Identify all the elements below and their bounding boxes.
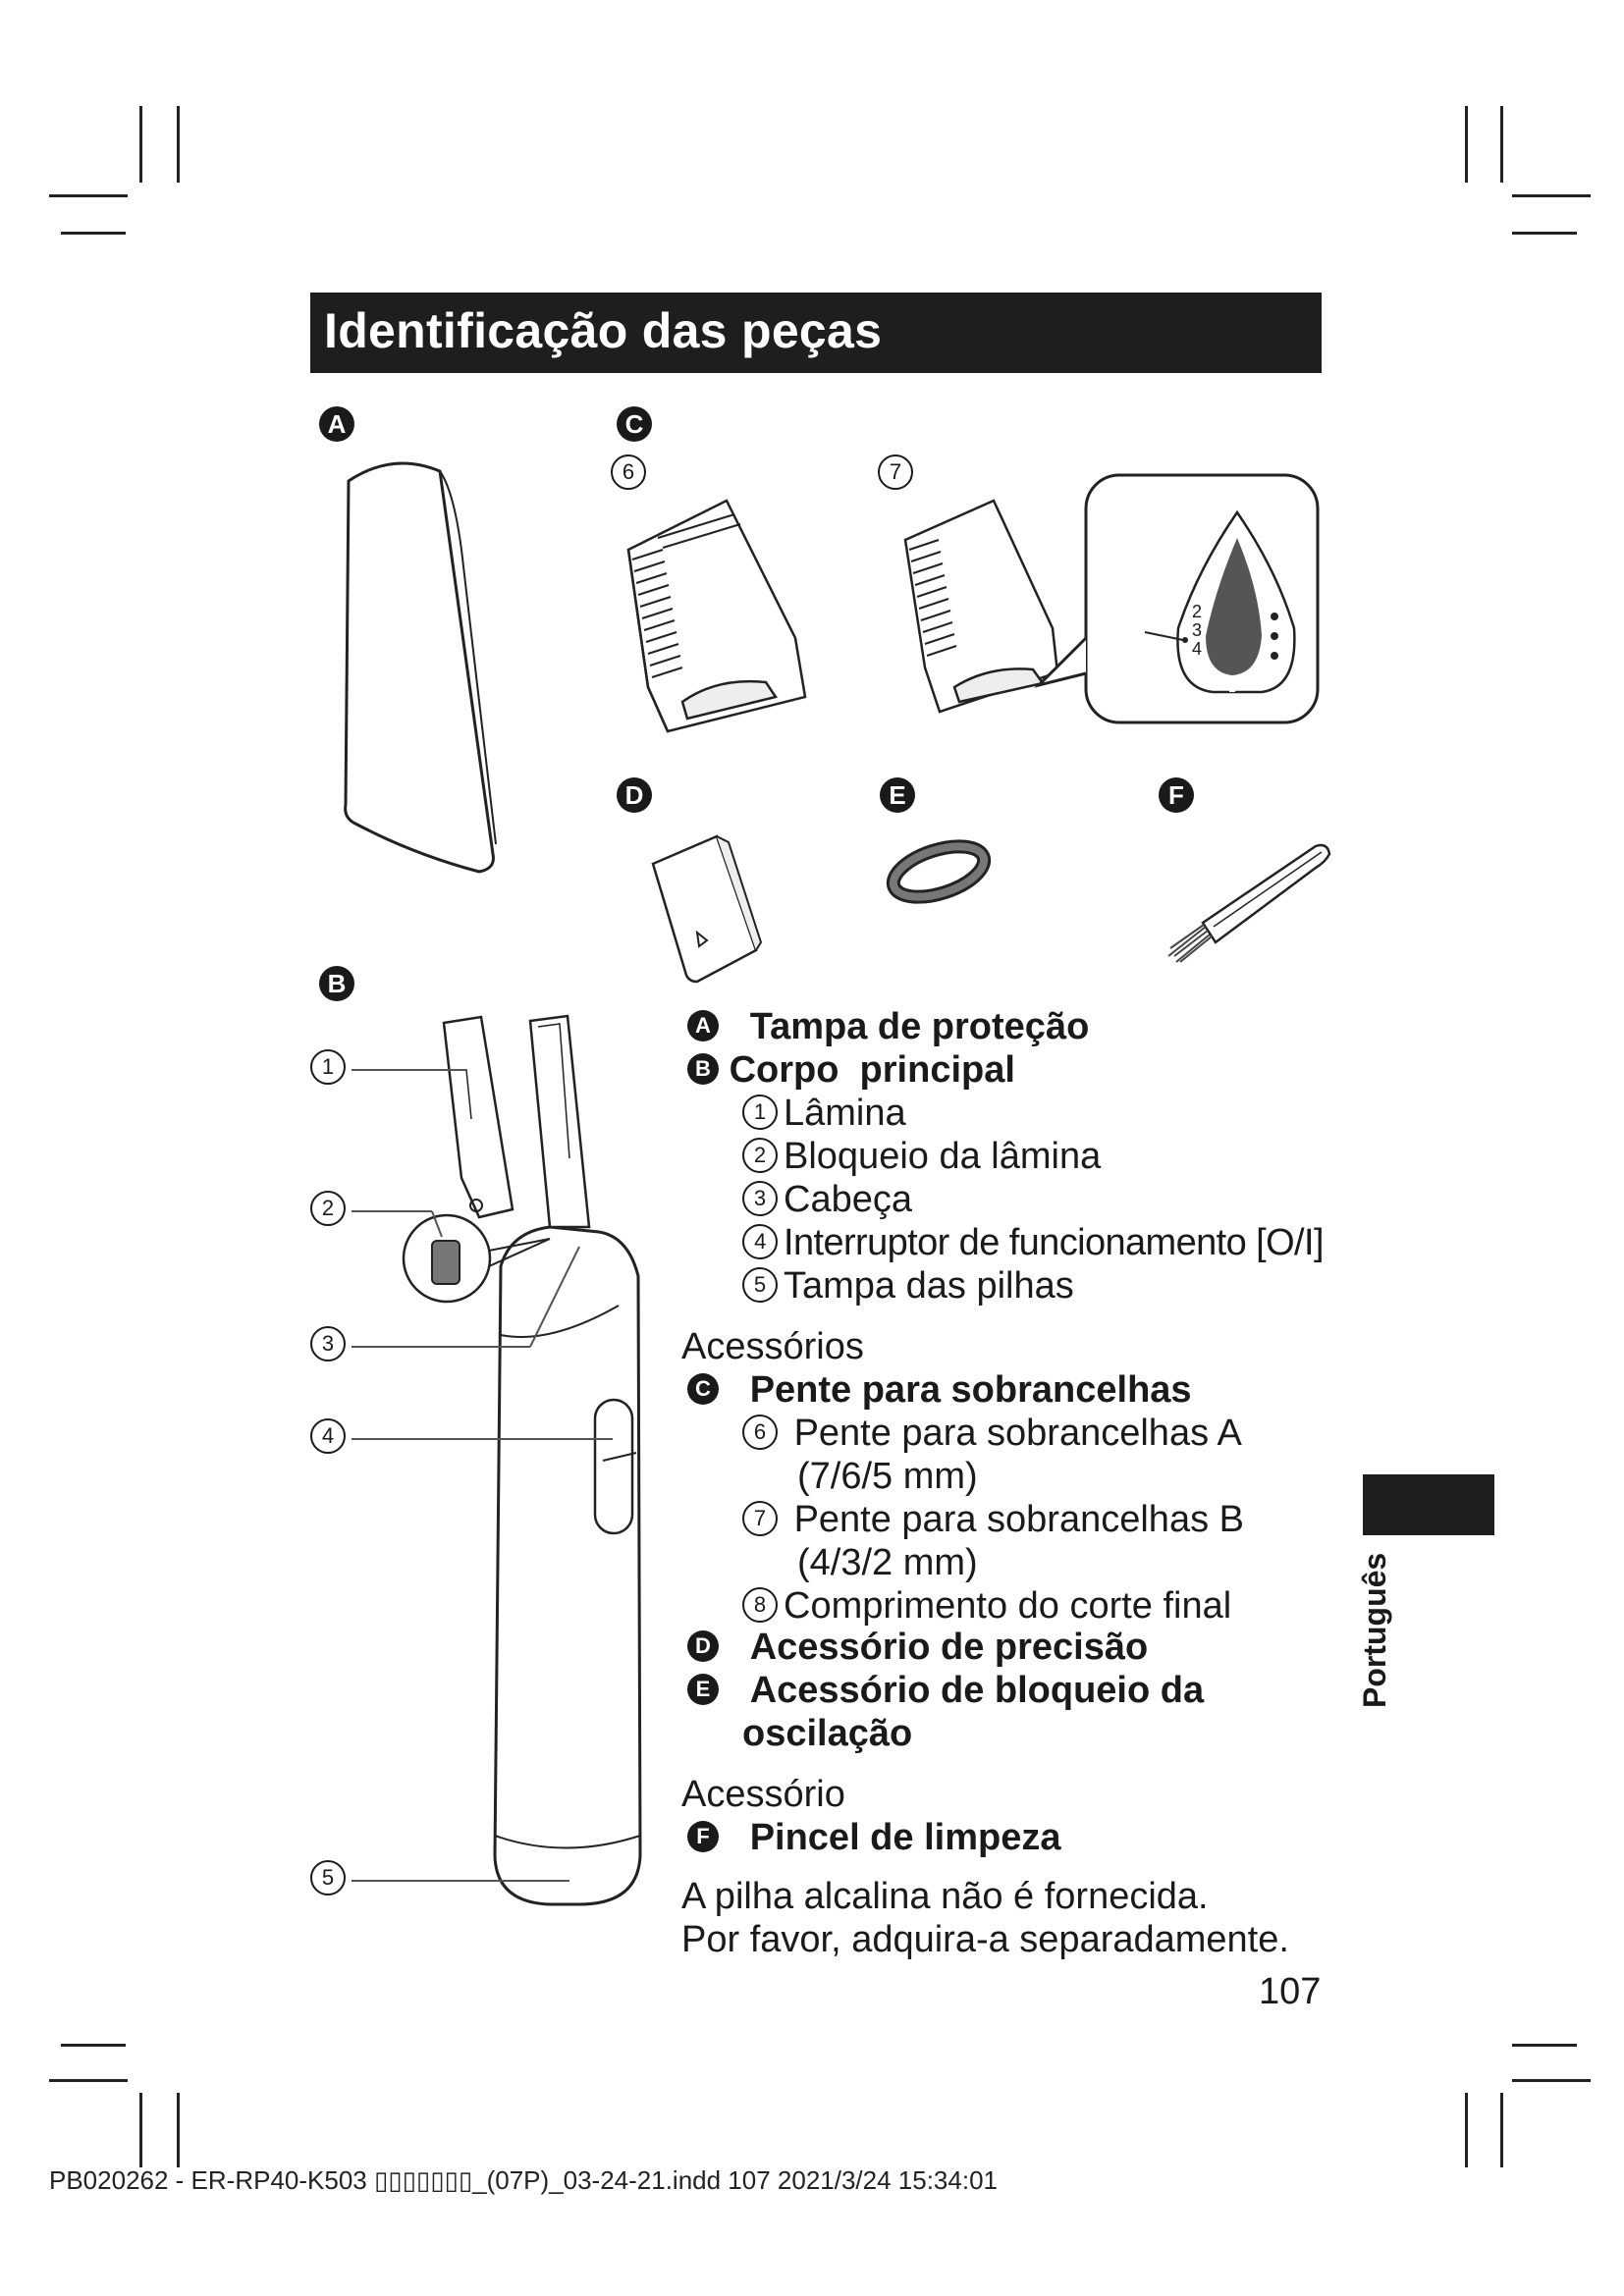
legend-c-item-8: 8 Comprimento do corte final bbox=[742, 1584, 1231, 1628]
detail-length-numbers: 2 3 4 bbox=[1191, 602, 1202, 659]
legend-b-item-1: 1 Lâmina bbox=[742, 1092, 906, 1135]
legend-c-item-6-sub: (7/6/5 mm) bbox=[797, 1456, 978, 1497]
callout-5: 5 bbox=[310, 1863, 352, 1898]
callout-2: 2 bbox=[310, 1194, 352, 1229]
legend-b: B Corpo principal bbox=[687, 1048, 1015, 1092]
label-b: B bbox=[319, 966, 354, 1001]
legend-a: A Tampa de proteção bbox=[687, 1005, 1089, 1048]
legend-c-item-7-sub: (4/3/2 mm) bbox=[797, 1542, 978, 1583]
callout-4: 4 bbox=[310, 1421, 352, 1457]
legend-e: E Acessório de bloqueio da bbox=[687, 1669, 1204, 1712]
print-footer: PB020262 - ER-RP40-K503 ▯▯▯▯▯▯▯_(07P)_03-24-21.indd 107 2021/3/24 15:34:01 bbox=[49, 2165, 998, 2195]
label-f: F bbox=[1159, 777, 1194, 813]
battery-note-line1: A pilha alcalina não é fornecida. bbox=[681, 1876, 1209, 1917]
legend-c-item-6: 6 Pente para sobrancelhas A bbox=[742, 1412, 1242, 1455]
legend-c: C Pente para sobrancelhas bbox=[687, 1368, 1192, 1412]
section-title: Identificação das peças bbox=[324, 303, 883, 358]
label-c: C bbox=[617, 406, 652, 442]
legend-e-line2: oscilação bbox=[742, 1713, 913, 1754]
legend-d: D Acessório de precisão bbox=[687, 1626, 1148, 1669]
legend-b-item-2: 2 Bloqueio da lâmina bbox=[742, 1135, 1101, 1178]
callout-7: 7 bbox=[878, 457, 919, 493]
callout-1: 1 bbox=[310, 1052, 352, 1088]
callout-6: 6 bbox=[611, 457, 652, 493]
label-d: D bbox=[617, 777, 652, 813]
callout-3: 3 bbox=[310, 1329, 352, 1364]
label-e: E bbox=[880, 777, 915, 813]
language-tab-marker bbox=[1363, 1474, 1494, 1535]
legend-b-item-5: 5 Tampa das pilhas bbox=[742, 1264, 1074, 1308]
accessory-heading: Acessório bbox=[681, 1774, 845, 1815]
legend-b-item-4: 4 Interruptor de funcionamento [O/I] bbox=[742, 1221, 1324, 1264]
accessories-heading: Acessórios bbox=[681, 1326, 864, 1367]
page-number: 107 bbox=[1259, 1971, 1322, 2012]
legend-c-item-7: 7 Pente para sobrancelhas B bbox=[742, 1498, 1244, 1541]
legend-b-item-3: 3 Cabeça bbox=[742, 1178, 912, 1221]
label-a: A bbox=[319, 406, 354, 442]
legend-f: F Pincel de limpeza bbox=[687, 1816, 1060, 1859]
battery-note-line2: Por favor, adquira-a separadamente. bbox=[681, 1919, 1289, 1960]
